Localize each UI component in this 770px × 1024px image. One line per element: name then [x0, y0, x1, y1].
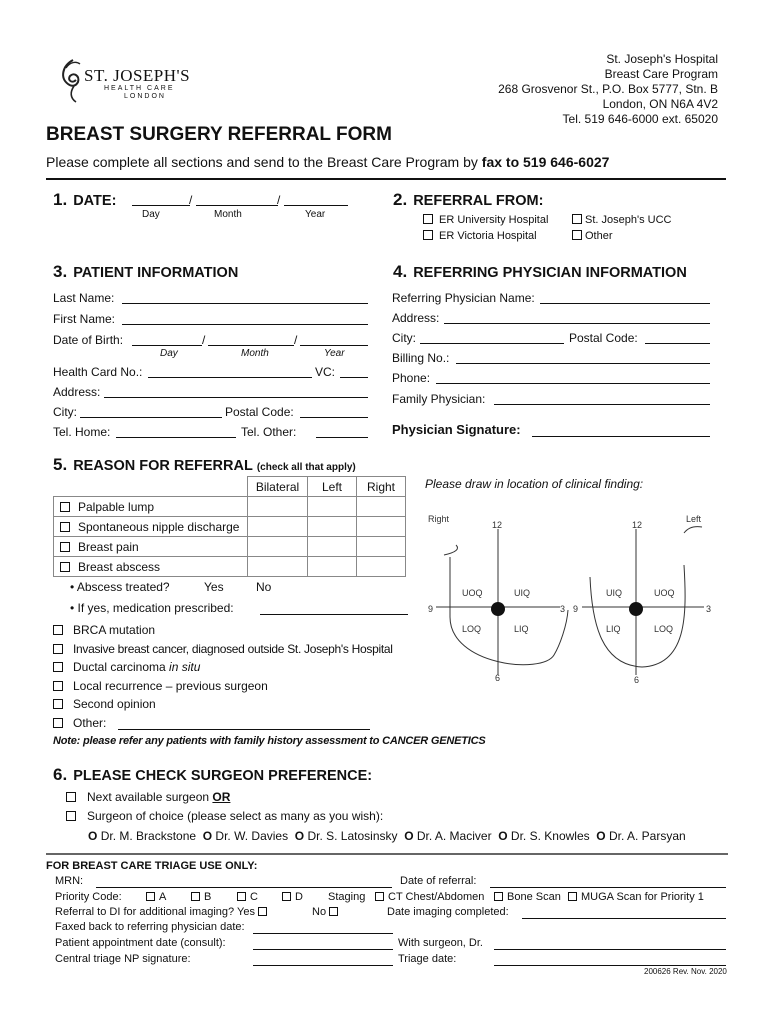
section-title: PLEASE CHECK SURGEON PREFERENCE — [73, 768, 368, 784]
physician-signature-label: Physician Signature: — [392, 422, 521, 437]
physician-address-label: Address: — [392, 311, 440, 325]
option-label: MUGA Scan for Priority 1 — [581, 891, 704, 903]
option-label: Local recurrence – previous surgeon — [73, 679, 268, 693]
family-physician-field[interactable] — [494, 404, 710, 405]
staging-muga[interactable] — [568, 891, 704, 903]
surgeon-name: Dr. A. Maciver — [416, 829, 492, 843]
surgeon-parsyan[interactable] — [596, 829, 685, 843]
right-nipple-icon — [491, 602, 505, 616]
section-1-header — [53, 190, 116, 210]
table-row — [54, 517, 406, 537]
appointment-field[interactable] — [253, 949, 393, 950]
option-label: Second opinion — [73, 697, 156, 711]
quadrant-uoq: UOQ — [654, 588, 675, 598]
cell[interactable] — [308, 517, 357, 537]
quadrant-loq: LOQ — [654, 624, 674, 634]
tel-other-field[interactable] — [316, 437, 368, 438]
np-signature-label: Central triage NP signature: — [55, 953, 191, 965]
clock-6: 6 — [634, 675, 640, 685]
city-field[interactable] — [80, 417, 222, 418]
city-label: City: — [53, 405, 77, 419]
dob-label: Date of Birth: — [53, 333, 124, 347]
surgeon-list — [88, 829, 686, 843]
logo — [58, 56, 191, 104]
table-row — [54, 537, 406, 557]
right-label: Right — [428, 514, 450, 524]
checkbox[interactable] — [146, 892, 155, 901]
day-label: Day — [142, 209, 160, 220]
or-text: OR — [212, 790, 231, 804]
cell[interactable] — [357, 557, 406, 577]
checkbox[interactable] — [53, 625, 63, 635]
option-label: Other: — [73, 716, 107, 730]
checkbox[interactable] — [53, 718, 63, 728]
radio-icon: O — [404, 829, 414, 843]
section-number: 1. — [53, 190, 68, 209]
section-6-header — [53, 765, 372, 785]
date-referral-label: Date of referral: — [400, 875, 477, 887]
month-label: Month — [241, 348, 269, 359]
section-number: 3. — [53, 262, 68, 281]
clock-3: 3 — [560, 604, 566, 614]
date-imaging-field[interactable] — [522, 918, 726, 919]
option-label: Invasive breast cancer, diagnosed outside St. Joseph's Hospital — [73, 642, 393, 656]
dob-year-field[interactable] — [300, 345, 368, 346]
section-2-header — [393, 190, 543, 210]
option-label: Other — [585, 230, 613, 242]
checkbox[interactable] — [53, 644, 63, 654]
hospital-name: St. Joseph's Hospital — [606, 52, 718, 66]
referral-er-university[interactable] — [423, 214, 548, 226]
day-label: Day — [160, 348, 178, 359]
physician-name-label: Referring Physician Name: — [392, 291, 535, 305]
mrn-label: MRN: — [55, 875, 84, 887]
quadrant-uoq: UOQ — [462, 588, 483, 598]
radio-icon: O — [202, 829, 213, 843]
checkbox[interactable] — [375, 892, 384, 901]
section-hint: (check all that apply) — [256, 462, 356, 473]
reason-brca[interactable] — [53, 623, 155, 637]
option-label: ER Victoria Hospital — [439, 230, 537, 242]
colon: : — [367, 768, 373, 784]
right-breast-outline — [450, 557, 568, 665]
radio-icon: O — [498, 829, 508, 843]
reason-other[interactable] — [53, 716, 106, 730]
reason-second-opinion[interactable] — [53, 697, 156, 711]
row-label: Spontaneous nipple discharge — [78, 519, 240, 534]
priority-d[interactable] — [282, 891, 303, 903]
triage-title: FOR BREAST CARE TRIAGE USE ONLY: — [46, 860, 258, 872]
option-label: A — [159, 891, 167, 903]
vc-label: VC: — [315, 365, 336, 379]
slash: / — [277, 193, 281, 207]
section-title: REFERRAL FROM: — [413, 193, 544, 209]
priority-a[interactable] — [146, 891, 166, 903]
staging-label: Staging — [328, 891, 366, 903]
di-referral — [55, 906, 273, 918]
surgeon-knowles[interactable] — [498, 829, 589, 843]
program-name: Breast Care Program — [604, 67, 718, 81]
left-nipple-icon — [629, 602, 643, 616]
di-label: Referral to DI for additional imaging? Yes — [55, 906, 255, 918]
staging-ct[interactable] — [375, 891, 484, 903]
option-label: Bone Scan — [507, 891, 561, 903]
cell[interactable] — [357, 537, 406, 557]
physician-name-field[interactable] — [540, 303, 710, 304]
faxed-back-label: Faxed back to referring physician date: — [55, 921, 245, 933]
clock-12: 12 — [492, 520, 503, 530]
dob-day-field[interactable] — [132, 345, 202, 346]
section-title: PATIENT INFORMATION — [73, 265, 239, 281]
surgeon-latosinsky[interactable] — [295, 829, 398, 843]
di-no-checkbox[interactable] — [329, 907, 338, 916]
tel-home-label: Tel. Home: — [53, 425, 111, 439]
other-reason-field[interactable] — [118, 729, 370, 730]
surgeon-brackstone[interactable] — [88, 829, 196, 843]
checkbox[interactable] — [237, 892, 246, 901]
slash: / — [189, 193, 193, 207]
option-label: BRCA mutation — [73, 623, 156, 637]
clock-9: 9 — [428, 604, 434, 614]
option-label: CT Chest/Abdomen — [388, 891, 485, 903]
option-label: Ductal carcinoma — [73, 660, 170, 674]
surgeon-name: Dr. W. Davies — [215, 829, 289, 843]
checkbox[interactable] — [423, 230, 433, 240]
referral-er-victoria[interactable] — [423, 230, 537, 242]
abscess-yes[interactable]: Yes — [204, 580, 224, 594]
section-number: 5. — [53, 455, 68, 474]
priority-label: Priority Code: — [55, 891, 122, 903]
section-number: 4. — [393, 262, 408, 281]
row-label: Breast pain — [78, 539, 139, 554]
phone-label: Phone: — [392, 371, 431, 385]
with-surgeon-field[interactable] — [494, 949, 726, 950]
cell[interactable] — [308, 557, 357, 577]
logo-text: ST. JOSEPH'S — [84, 66, 191, 85]
option-label: St. Joseph's UCC — [585, 214, 672, 226]
mrn-field[interactable] — [96, 887, 392, 888]
checkbox[interactable] — [423, 214, 433, 224]
radio-icon: O — [294, 829, 305, 843]
billing-label: Billing No.: — [392, 351, 450, 365]
year-label: Year — [305, 209, 326, 220]
cell[interactable] — [248, 557, 308, 577]
address-field[interactable] — [104, 397, 368, 398]
date-day-field[interactable] — [132, 205, 190, 206]
left-label: Left — [686, 514, 702, 524]
hospital-address — [498, 52, 718, 127]
cell[interactable] — [357, 497, 406, 517]
logo-subtext: HEALTH CARE — [104, 85, 175, 92]
cell[interactable] — [357, 517, 406, 537]
first-name-label: First Name: — [53, 312, 116, 326]
option-label: D — [295, 891, 303, 903]
row-label: Breast abscess — [78, 559, 161, 574]
vc-field[interactable] — [340, 377, 368, 378]
postal-code-label: Postal Code: — [225, 405, 294, 419]
option-label: ER University Hospital — [439, 214, 549, 226]
phone-field[interactable] — [436, 383, 710, 384]
dob-month-field[interactable] — [208, 345, 294, 346]
triage-date-field[interactable] — [494, 965, 726, 966]
surgeon-name: Dr. M. Brackstone — [100, 829, 197, 843]
slash: / — [294, 333, 298, 347]
logo-subtext: LONDON — [124, 93, 166, 100]
abscess-treated: • Abscess treated? — [70, 580, 170, 594]
checkbox[interactable] — [60, 502, 70, 512]
postal-code-field[interactable] — [300, 417, 368, 418]
referral-st-josephs-ucc[interactable] — [572, 214, 671, 226]
revision-footer: 200626 Rev. Nov. 2020 — [644, 967, 727, 976]
quadrant-liq: LIQ — [514, 624, 529, 634]
surgeon-name: Dr. A. Parsyan — [608, 829, 686, 843]
col-bilateral: Bilateral — [248, 477, 308, 497]
health-card-label: Health Card No.: — [53, 365, 143, 379]
staging-bone-scan[interactable] — [494, 891, 561, 903]
table-row — [54, 557, 406, 577]
col-right: Right — [357, 477, 406, 497]
section-3-header — [53, 262, 238, 282]
option-label: Next available surgeon — [87, 790, 213, 804]
fax-number: fax to 519 646-6027 — [481, 154, 610, 170]
last-name-label: Last Name: — [53, 291, 115, 305]
abscess-no[interactable]: No — [256, 580, 272, 594]
option-label: Surgeon of choice (please select as many as you wish): — [87, 809, 384, 823]
checkbox[interactable] — [53, 699, 63, 709]
with-surgeon-label: With surgeon, Dr. — [398, 937, 483, 949]
cell[interactable] — [308, 497, 357, 517]
street-address: 268 Grosvenor St., P.O. Box 5777, Stn. B — [498, 82, 718, 96]
di-no[interactable] — [312, 906, 344, 918]
col-left: Left — [308, 477, 357, 497]
date-imaging-label: Date imaging completed: — [387, 906, 509, 918]
appointment-label: Patient appointment date (consult): — [55, 937, 226, 949]
checkbox[interactable] — [282, 892, 291, 901]
form-title: BREAST SURGERY REFERRAL FORM — [46, 124, 392, 145]
health-card-field[interactable] — [148, 377, 312, 378]
checkbox[interactable] — [53, 662, 63, 672]
surgeon-name: Dr. S. Latosinsky — [307, 829, 398, 843]
quadrant-loq: LOQ — [462, 624, 482, 634]
checkbox[interactable] — [60, 562, 70, 572]
radio-icon: O — [596, 829, 606, 843]
diagram-caption: Please draw in location of clinical finding: — [425, 477, 644, 491]
tel-home-field[interactable] — [116, 437, 236, 438]
checkbox[interactable] — [568, 892, 577, 901]
physician-city-label: City: — [392, 331, 416, 345]
medication-prescribed: • If yes, medication prescribed: — [70, 601, 234, 615]
medication-label: If yes, medication prescribed: — [77, 601, 234, 615]
priority-b[interactable] — [191, 891, 211, 903]
divider — [46, 178, 726, 180]
section-number: 2. — [393, 190, 408, 209]
di-yes-checkbox[interactable] — [258, 907, 267, 916]
medication-field[interactable] — [260, 614, 408, 615]
checkbox[interactable] — [53, 681, 63, 691]
date-year-field[interactable] — [284, 205, 348, 206]
date-referral-field[interactable] — [490, 887, 726, 888]
clock-6: 6 — [495, 673, 501, 683]
option-label: C — [250, 891, 258, 903]
np-signature-field[interactable] — [253, 965, 393, 966]
checkbox[interactable] — [66, 792, 76, 802]
surgeon-davies[interactable] — [203, 829, 288, 843]
surgeon-maciver[interactable] — [404, 829, 491, 843]
slash: / — [202, 333, 206, 347]
billing-field[interactable] — [456, 363, 710, 364]
cell[interactable] — [248, 517, 308, 537]
checkbox[interactable] — [66, 811, 76, 821]
option-label: B — [204, 891, 212, 903]
first-name-field[interactable] — [122, 324, 368, 325]
physician-address-field[interactable] — [444, 323, 710, 324]
reason-table — [53, 476, 406, 577]
triage-divider — [46, 853, 728, 855]
clock-9: 9 — [573, 604, 579, 614]
option-label: No — [312, 906, 327, 918]
reason-ductal[interactable] — [53, 660, 200, 674]
surgeon-of-choice[interactable] — [66, 809, 383, 823]
checkbox[interactable] — [494, 892, 503, 901]
checkbox[interactable] — [60, 522, 70, 532]
next-available-surgeon[interactable] — [66, 790, 230, 804]
address-label: Address: — [53, 385, 101, 399]
last-name-field[interactable] — [122, 303, 368, 304]
priority-c[interactable] — [237, 891, 258, 903]
genetics-note: Note: please refer any patients with family history assessment to CANCER GENETICS — [53, 735, 486, 747]
clock-12: 12 — [632, 520, 643, 530]
checkbox[interactable] — [572, 214, 582, 224]
abscess-label: Abscess treated? — [76, 580, 170, 594]
physician-postal-field[interactable] — [645, 343, 710, 344]
row-label: Palpable lump — [78, 499, 155, 514]
date-month-field[interactable] — [196, 205, 278, 206]
month-label: Month — [214, 209, 242, 220]
checkbox[interactable] — [60, 542, 70, 552]
checkbox[interactable] — [191, 892, 200, 901]
physician-city-field[interactable] — [420, 343, 564, 344]
reason-invasive[interactable] — [53, 642, 393, 656]
surgeon-name: Dr. S. Knowles — [510, 829, 590, 843]
insitu-text: in situ — [169, 660, 201, 674]
section-5-header — [53, 455, 356, 475]
quadrant-liq: LIQ — [606, 624, 621, 634]
quadrant-uiq: UIQ — [514, 588, 531, 598]
left-breast-outline — [590, 565, 685, 667]
reason-recurrence[interactable] — [53, 679, 268, 693]
clock-3: 3 — [706, 604, 712, 614]
physician-postal-label: Postal Code: — [569, 331, 638, 345]
instructions-text: Please complete all sections and send to the Breast Care Program by — [46, 154, 482, 170]
section-title: DATE: — [73, 193, 117, 209]
cell[interactable] — [308, 537, 357, 557]
table-row — [54, 497, 406, 517]
city-address: London, ON N6A 4V2 — [602, 97, 718, 111]
quadrant-uiq: UIQ — [606, 588, 623, 598]
triage-date-label: Triage date: — [398, 953, 457, 965]
radio-icon: O — [88, 829, 98, 843]
family-physician-label: Family Physician: — [392, 392, 486, 406]
faxed-back-field[interactable] — [253, 933, 393, 934]
breast-diagram[interactable] — [422, 505, 722, 690]
section-4-header — [393, 262, 687, 282]
cell[interactable] — [248, 537, 308, 557]
tel-other-label: Tel. Other: — [241, 425, 297, 439]
section-title: REFERRING PHYSICIAN INFORMATION — [413, 265, 687, 281]
cell[interactable] — [248, 497, 308, 517]
checkbox[interactable] — [572, 230, 582, 240]
year-label: Year — [324, 348, 345, 359]
physician-signature-field[interactable] — [532, 436, 710, 437]
section-number: 6. — [53, 765, 68, 784]
instructions — [46, 154, 609, 170]
referral-other[interactable] — [572, 230, 613, 242]
section-title: REASON FOR REFERRAL — [73, 458, 253, 474]
hospital-phone: Tel. 519 646-6000 ext. 65020 — [562, 112, 718, 126]
